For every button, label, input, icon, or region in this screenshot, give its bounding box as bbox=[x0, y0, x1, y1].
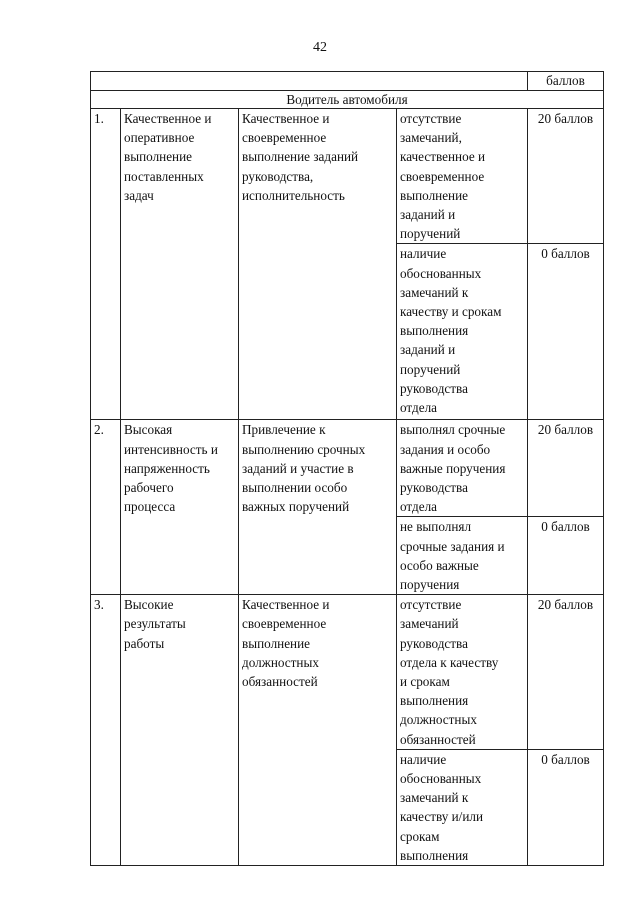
condition-points: 20 баллов bbox=[528, 595, 604, 750]
criterion-description: Привлечение к выполнению срочных заданий и участие в выполнении особо важных поручений bbox=[239, 420, 397, 595]
condition-text: наличие обоснованных замечаний к качеству и/или срокам выполнения bbox=[397, 749, 528, 865]
condition-text: отсутствие замечаний, качественное и своевременное выполнение заданий и поручений bbox=[397, 109, 528, 244]
header-points-cell: баллов bbox=[528, 72, 604, 91]
criterion-description: Качественное и своевременное выполнение заданий руководства, исполнительность bbox=[239, 109, 397, 420]
table-row bbox=[91, 595, 604, 750]
header-empty-cell bbox=[91, 72, 528, 91]
condition-points: 0 баллов bbox=[528, 244, 604, 420]
page-number: 42 bbox=[313, 40, 327, 55]
criterion-description: Качественное и своевременное выполнение должностных обязанностей bbox=[239, 595, 397, 866]
section-row bbox=[91, 91, 604, 109]
table-header-row bbox=[91, 72, 604, 91]
condition-text: не выполнял срочные задания и особо важные поручения bbox=[397, 517, 528, 595]
condition-points: 20 баллов bbox=[528, 420, 604, 517]
criterion-name: Качественное и оперативное выполнение поставленных задач bbox=[121, 109, 239, 420]
criterion-name: Высокие результаты работы bbox=[121, 595, 239, 866]
section-title: Водитель автомобиля bbox=[91, 91, 604, 109]
condition-points: 20 баллов bbox=[528, 109, 604, 244]
condition-text: выполнял срочные задания и особо важные поручения руководства отдела bbox=[397, 420, 528, 517]
condition-text: отсутствие замечаний руководства отдела к качеству и срокам выполнения должностных обязанностей bbox=[397, 595, 528, 750]
row-number: 3. bbox=[91, 595, 121, 866]
table-row bbox=[91, 109, 604, 244]
criterion-name: Высокая интенсивность и напряженность рабочего процесса bbox=[121, 420, 239, 595]
condition-points: 0 баллов bbox=[528, 749, 604, 865]
condition-points: 0 баллов bbox=[528, 517, 604, 595]
row-number: 1. bbox=[91, 109, 121, 420]
condition-text: наличие обоснованных замечаний к качеству и срокам выполнения заданий и поручений руководства отдела bbox=[397, 244, 528, 420]
criteria-table bbox=[90, 71, 604, 866]
row-number: 2. bbox=[91, 420, 121, 595]
table-row bbox=[91, 420, 604, 517]
